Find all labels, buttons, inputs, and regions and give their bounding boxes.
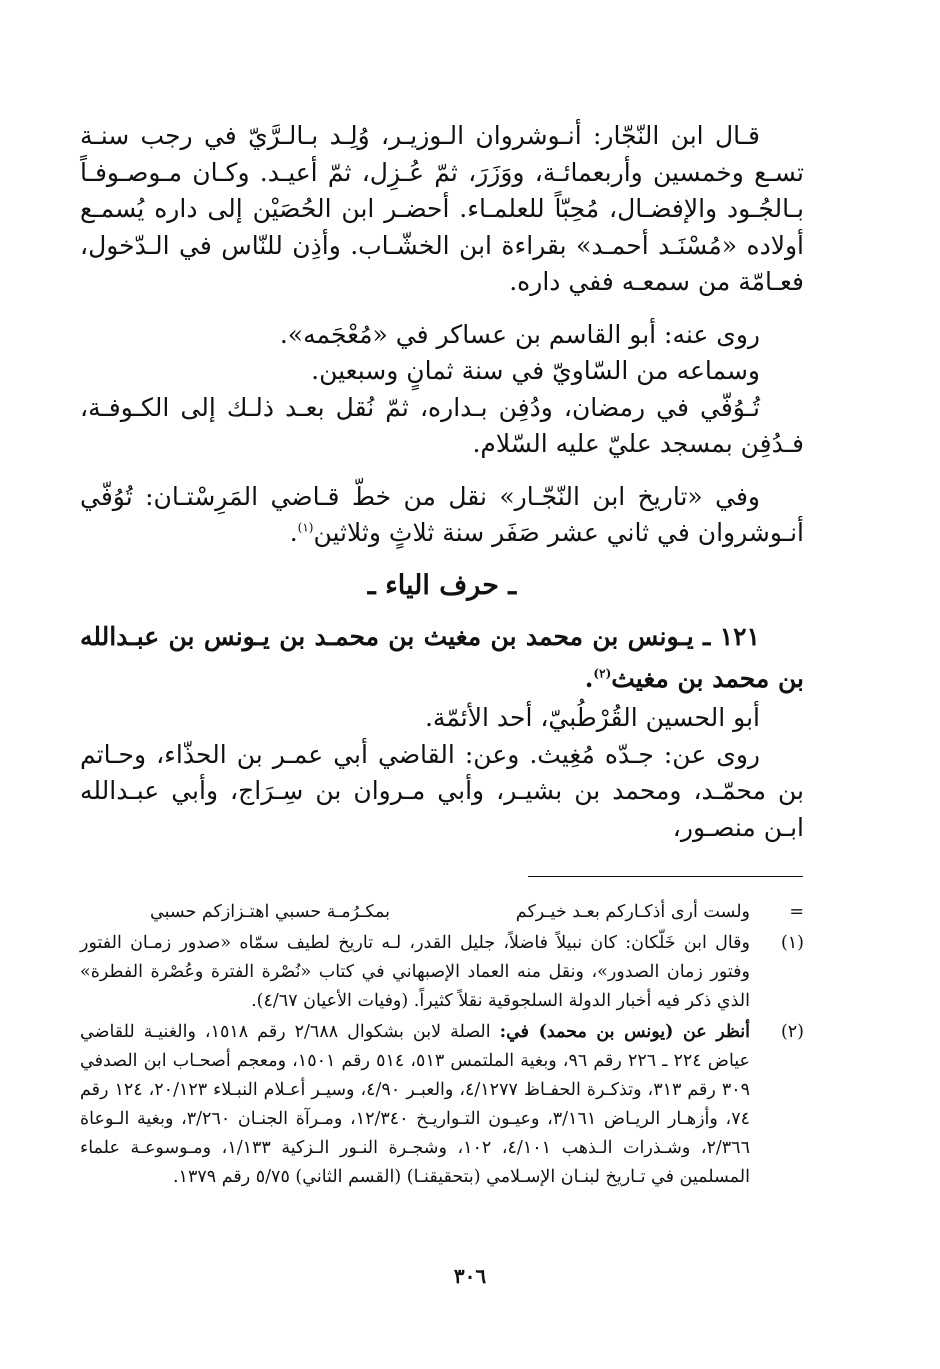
footnote-2: [80, 1018, 804, 1192]
footnotes: [80, 898, 804, 1194]
paragraph-gap: [80, 463, 804, 479]
page-number: ٣٠٦: [453, 1264, 487, 1288]
continuation-marker: =: [789, 902, 804, 922]
entry-heading: [80, 616, 804, 700]
paragraph-nisba: أبو الحسين القُرْطُبيّ، أحد الأئمّة.: [424, 703, 760, 732]
paragraph-ibn-najjar-history: [80, 479, 804, 552]
sentence-end: .: [289, 518, 298, 547]
poem-hemistich-left: بمكـرُمـة حسبي اهتـزازكم حسبي: [150, 902, 391, 922]
footnote-number: (١): [780, 933, 804, 953]
footnote-ref-1[interactable]: (١): [297, 520, 314, 535]
paragraph-teachers: روى عن: جـدّه مُغِيث. وعن: القاضي أبي عمـر بن الحذّاء، وحـاتم بن محمّـد، ومحمد بن بشيـر، وأبي مـروان بن سِـرَاج، وأبي عبـدالله ابـن منصـور،: [80, 739, 804, 842]
footnote-separator: [528, 876, 803, 877]
footnote-text: وقال ابن خَلّكان: كان نبيلاً فاضلاً، جليل القدر، لـه تاريخ لطيف سمّاه «صدور زمـان الفتور وفتور زمان الصدور»، ونقل منه العماد الإصبهاني في كتاب «نُصْرة الفترة وعُصْرة الفطرة» الذي ذكر فيه أخبار الدولة السلجوقية نقلاً كثيراً. (وفيات الأعيان ٤/٦٧).: [80, 933, 750, 1011]
paragraph-gap: [80, 301, 804, 317]
footnote-number: (٢): [780, 1022, 804, 1042]
section-heading: ـ حرف الياء ـ: [367, 569, 517, 601]
footnote-text: [80, 1018, 750, 1192]
paragraph-death: تُـوُفّي في رمضان، ودُفِن بـداره، ثمّ نُقل بعـد ذلـك إلى الكـوفـة، فـدُفِن بمسجد عليّ عليه السّلام.: [80, 392, 804, 458]
footnote-continuation: [80, 898, 804, 927]
sentence-end: .: [584, 664, 594, 693]
footnote-ref-2[interactable]: (٢): [593, 666, 612, 681]
history-text: وفي «تاريخ ابن النّجّـار» نقل من خطّ قـاضي المَرِسْتـان: تُوُفّي أنـوشروان في ثاني عشر صَفَر سنة ثلاثٍ وثلاثين: [80, 481, 804, 547]
entry-title: ١٢١ ـ يـونس بن محمد بن مغيث بن محمـد بن يـونس بن عبـدالله بن محمد بن مغيث: [80, 622, 804, 693]
footnote-1: [80, 929, 804, 1016]
poem-verse: [80, 898, 750, 927]
paragraph-anushirvan-bio: قـال ابن النّجّار: أنـوشروان الـوزيـر، وُلِـد بـالـرَّيّ في رجب سنـة تسـع وخمسين وأربعمائـة، ووَزَرَ، ثمّ عُـزِل، ثمّ أعيـد. وكـان مـوصـوفـاً بـالجُـود والإفضـال، مُحِبّاً للعلمـاء. أحضـر ابن الحُصَيْن إلى داره يُسمـع أولاده «مُسْنَـد أحمـد» بقراءة ابن الخشّـاب. وأذِن للنّاس في الـدّخول، فعـامّة من سمعـه ففي داره.: [80, 121, 804, 296]
footnote-sources: الصلة لابن بشكوال ٢/٦٨٨ رقم ١٥١٨، والغنيـة للقاضي عياض ٢٢٤ ـ ٢٢٦ رقم ٩٦، وبغية الملتمس ٥١٣، ٥١٤ رقم ١٥٠١، ومعجم أصحـاب ابن الصدفي ٣٠٩ رقم ٣١٣، وتذكـرة الحفـاظ ٤/١٢٧٧، والعبـر ٤/٩٠، وسيـر أعـلام النبـلاء ٢٠/١٢٣، ١٢٤ رقم ٧٤، وأزهـار الريـاض ٣/١٦١، وعيـون التـواريـخ ١٢/٣٤٠، ومـرآة الجنـان ٣/٢٦٠، وبغية الـوعاة ٢/٣٦٦، وشـذرات الـذهب ٤/١٠١، ١٠٢، وشجـرة النـور الـزكية ١/١٣٣، ومـوسوعـة علماء المسلمين في تـاريخ لبنـان الإسـلامي (بتحقيقنـا) (القسم الثاني) ٥/٧٥ رقم ١٣٧٩.: [80, 1022, 751, 1187]
footnote-lead: أنظر عن (يونس بن محمد) في:: [499, 1022, 750, 1042]
poem-hemistich-right: ولست أرى أذكـاركم بعـد خيـركم: [515, 902, 750, 922]
paragraph-narrated-by: روى عنه: أبو القاسم بن عساكر في «مُعْجَمه».: [279, 319, 760, 349]
paragraph-hearing: وسماعه من السّاويّ في سنة ثمانٍ وسبعين.: [311, 356, 760, 385]
main-text: [80, 118, 804, 846]
